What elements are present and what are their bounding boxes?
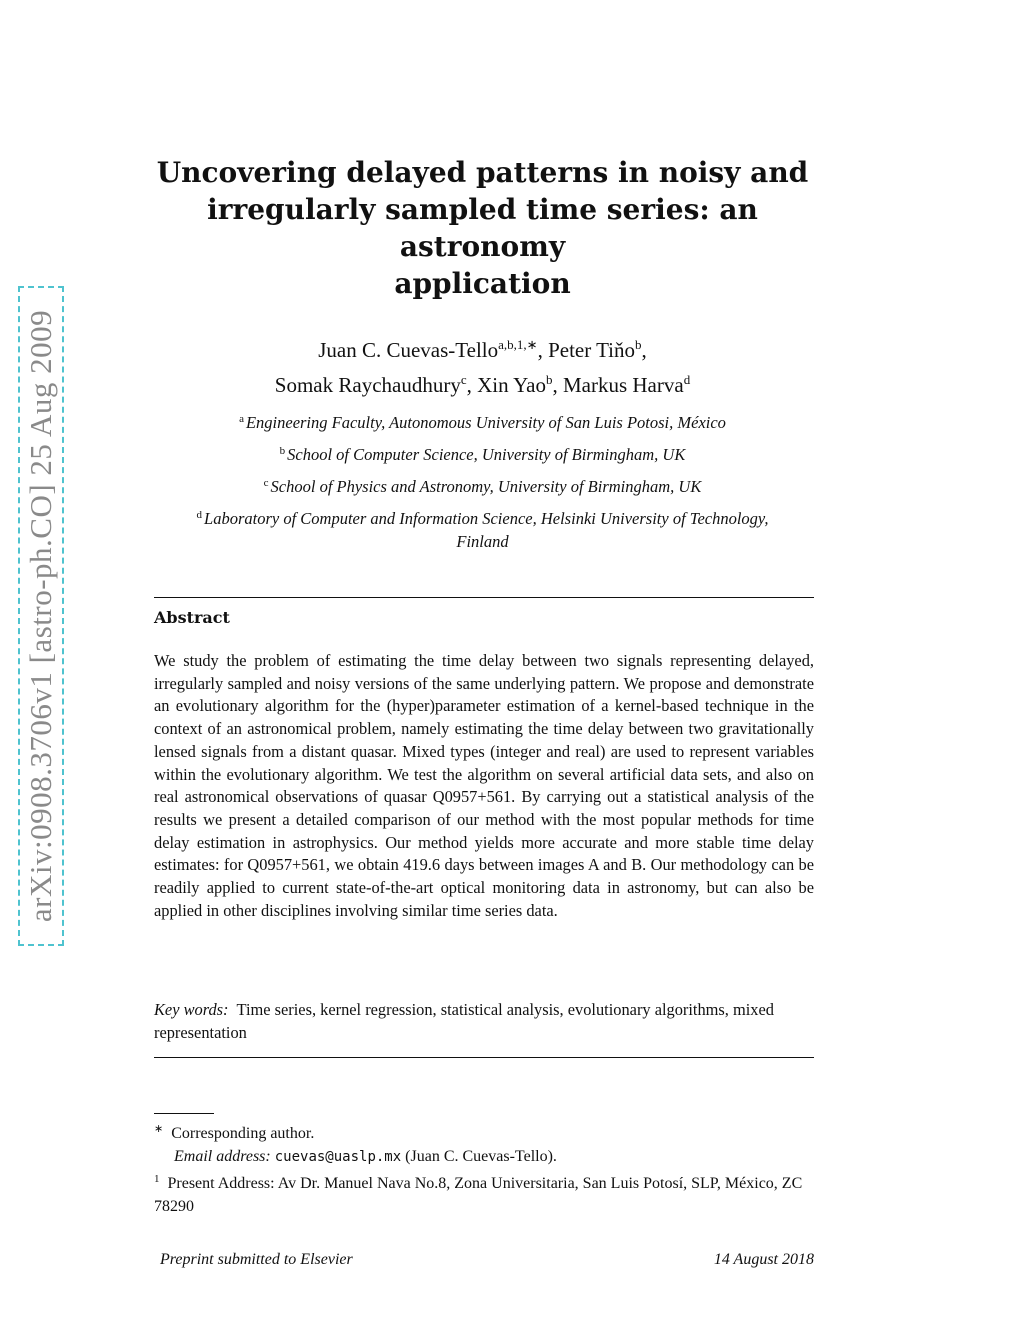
- affiliation-mark: a: [239, 413, 244, 425]
- title-line-2: irregularly sampled time series: an astronomy: [207, 193, 758, 263]
- footnote-text: Present Address: Av Dr. Manuel Nava No.8, Zona Universitaria, San Luis Potosí, SLP, México, ZC 78290: [154, 1175, 803, 1215]
- author-name: Somak Raychaudhury: [274, 373, 461, 397]
- abstract-body: We study the problem of estimating the time delay between two signals representing delayed, irregularly sampled and noisy versions of the same underlying pattern. We propose and demonstrate an evolutionary algorithm for the (hyper)parameter estimation of a kernel-based technique in the context of an astronomical problem, namely estimating the time delay between two gravitationally lensed signals from a distant quasar. Mixed types (integer and real) are used to represent variables within the evolutionary algorithm. We test the algorithm on several artificial data sets, and also on real astronomical observations of quasar Q0957+561. By carrying out a statistical analysis of the results we present a detailed comparison of our method with the most popular methods for time delay estimation in astrophysics. Our method yields more accurate and more stable time delay estimates: for Q0957+561, we obtain 419.6 days between images A and B. Our methodology can be readily applied to current state-of-the-art optical monitoring data in astronomy, but can also be applied in other disciplines involving similar time series data.: [154, 651, 814, 920]
- keywords-label: Key words:: [154, 1000, 229, 1019]
- author-affil-mark: b: [545, 372, 553, 387]
- abstract-heading: Abstract: [154, 608, 230, 627]
- affiliation-a: [150, 408, 815, 434]
- affiliation-b: [150, 440, 815, 466]
- footnote-mark: ∗: [154, 1123, 164, 1135]
- affiliation-text: Laboratory of Computer and Information Science, Helsinki University of Technology, Finland: [204, 509, 769, 551]
- keywords: [154, 999, 774, 1044]
- preprint-note: Preprint submitted to Elsevier: [160, 1251, 353, 1268]
- footnote-mark: 1: [154, 1173, 160, 1185]
- footnote-corresponding: [154, 1118, 819, 1146]
- footnote-address: [154, 1168, 819, 1218]
- arxiv-id[interactable]: arXiv:0908.3706v1 [astro-ph.CO] 25 Aug 2009: [23, 309, 58, 923]
- email-owner: (Juan C. Cuevas-Tello).: [405, 1147, 557, 1165]
- email-link[interactable]: cuevas@uaslp.mx: [274, 1148, 402, 1165]
- author-affil-mark: d: [683, 372, 691, 387]
- footnote-text: Corresponding author.: [171, 1125, 315, 1142]
- preprint-date: 14 August 2018: [713, 1251, 814, 1268]
- email-label: Email address:: [174, 1147, 271, 1165]
- affiliation-c: [150, 472, 815, 498]
- title-line-3: application: [394, 267, 571, 300]
- affiliation-mark: b: [279, 445, 286, 457]
- abstract-bottom-rule: [154, 1057, 814, 1058]
- abstract-top-rule: [154, 597, 814, 598]
- author-name: Juan C. Cuevas-Tello: [318, 338, 499, 362]
- affiliation-list: [150, 408, 815, 559]
- author-list: Juan C. Cuevas-Tello$^{a,b,1,∗}$, Peter Tiňo$^b$, Somak Raychaudhury$^c$, Xin Yao$^b$, Markus Harva$^d$: [274, 337, 691, 397]
- paper-title: [150, 154, 815, 302]
- title-line-1: Uncovering delayed patterns in noisy and: [156, 156, 809, 189]
- affiliation-text: Engineering Faculty, Autonomous University of San Luis Potosi, México: [245, 413, 726, 432]
- keywords-text: Time series, kernel regression, statistical analysis, evolutionary algorithms, mixed representation: [154, 1000, 774, 1042]
- affiliation-mark: c: [263, 477, 269, 489]
- author-affil-mark: a,b,1,∗: [498, 337, 538, 352]
- author-affil-mark: b: [635, 337, 642, 352]
- affiliation-text: School of Computer Science, University of Birmingham, UK: [287, 445, 686, 464]
- author-name: Markus Harva: [562, 373, 684, 397]
- author-name: Xin Yao: [477, 373, 546, 397]
- affiliation-d: [150, 504, 815, 553]
- author-name: Peter Tiňo: [548, 338, 636, 362]
- arxiv-stamp[interactable]: [18, 286, 64, 946]
- footnotes: [154, 1118, 819, 1218]
- author-affil-mark: c: [460, 372, 467, 387]
- footnote-rule: [154, 1113, 214, 1114]
- affiliation-mark: d: [196, 509, 203, 521]
- footnote-email: [154, 1146, 819, 1169]
- affiliation-text: School of Physics and Astronomy, University of Birmingham, UK: [270, 477, 702, 496]
